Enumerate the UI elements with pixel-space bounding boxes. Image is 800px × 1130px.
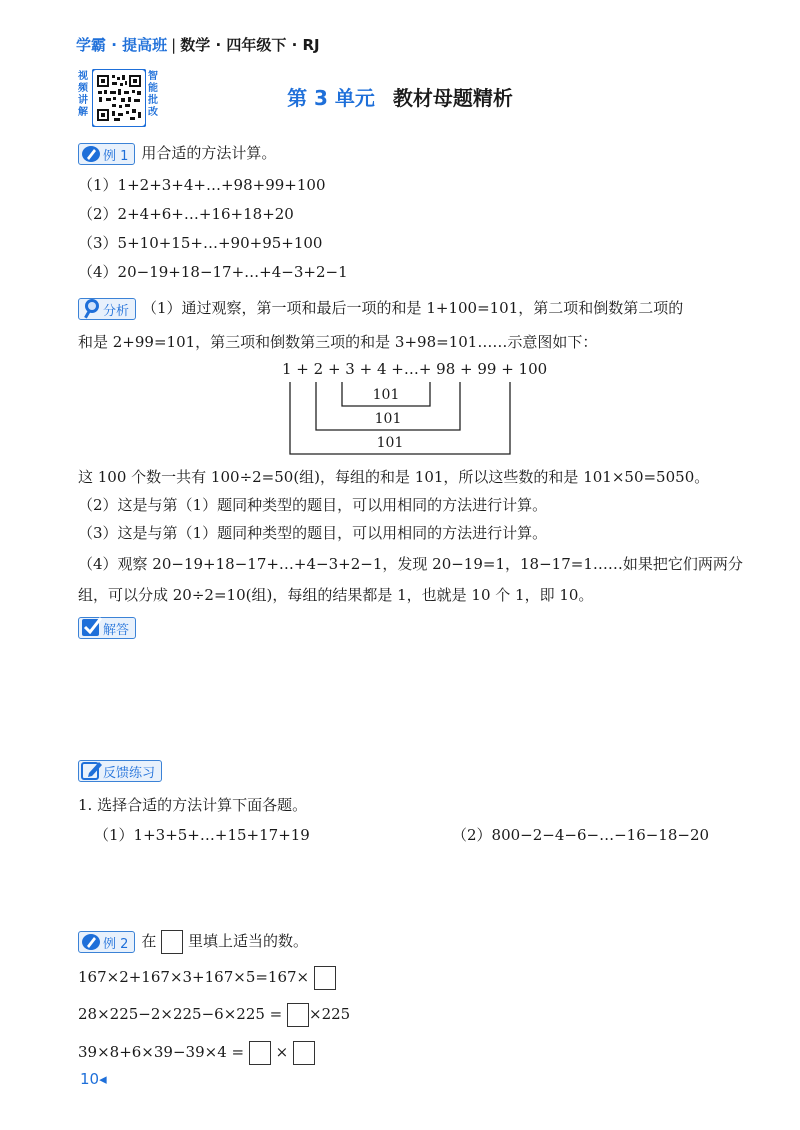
unit-number: 第 3 单元 [287,86,375,110]
checkmark-icon [81,616,103,638]
diagram-sequence: 1 + 2 + 3 + 4 +…+ 98 + 99 + 100 [282,360,548,378]
example1-header [78,142,276,165]
header-brand: 学霸 · 提高班 | 数学 · 四年级下 · RJ [76,36,320,54]
practice-section [78,760,168,782]
example2-equation-1: 167×2+167×3+167×5=167× [78,966,336,990]
unit-name: 教材母题精析 [392,86,513,110]
analysis-tag: 分析 [78,298,136,320]
example1-item-3: （3）5+10+15+…+90+95+100 [78,234,323,252]
example2-equation-3: 39×8+6×39−39×4 = × [78,1041,315,1065]
answer-blank-box[interactable] [287,1003,309,1027]
example1-prompt: 用合适的方法计算。 [141,144,277,162]
page-number: 10◂ [80,1070,107,1088]
analysis-para1-line1: （1）通过观察，第一项和最后一项的和是 1+100=101，第二项和倒数第二项的 [142,299,684,317]
brand-name: 学霸 · 提高班 [76,36,168,54]
analysis-conclusion: 这 100 个数一共有 100÷2=50(组)，每组的和是 101，所以这些数的和是 101×50=5050。 [78,468,710,486]
example2-prompt-post: 里填上适当的数。 [187,932,308,950]
diagram-sum-inner: 101 [372,387,400,403]
example1-item-1: （1）1+2+3+4+…+98+99+100 [78,176,326,194]
unit-title [0,82,800,111]
answer-tag: 解答 [78,617,136,639]
example1-item-4: （4）20−19+18−17+…+4−3+2−1 [78,263,348,281]
analysis-para1-line2: 和是 2+99=101，第三项和倒数第三项的和是 3+98=101……示意图如下： [78,333,598,351]
answer-blank-box[interactable] [314,966,336,990]
analysis-para4-line1: （4）观察 20−19+18−17+…+4−3+2−1，发现 20−19=1，18−17=1……如果把它们两两分 [78,555,743,573]
magnifier-icon [81,297,103,319]
analysis-para3: （3）这是与第（1）题同种类型的题目，可以用相同的方法进行计算。 [78,524,548,542]
answer-blank-box[interactable] [293,1041,315,1065]
diagram-sum-middle: 101 [374,411,402,427]
example2-equation-2: 28×225−2×225−6×225 = ×225 [78,1003,350,1027]
answer-blank-box[interactable] [249,1041,271,1065]
analysis-para2: （2）这是与第（1）题同种类型的题目，可以用相同的方法进行计算。 [78,496,548,514]
example2-tag: 例 2 [78,931,135,953]
qr-left-label: 视频讲解 [78,71,88,118]
answer-section [78,617,142,639]
practice-q1-part-b: （2）800−2−4−6−…−16−18−20 [452,826,710,844]
pairing-diagram [282,360,548,460]
pencil-icon [81,142,101,164]
example1-tag: 例 1 [78,143,135,165]
analysis-line-1 [78,297,683,320]
practice-q1-part-a: （1）1+3+5+…+15+17+19 [94,826,310,844]
subject-label: 数学 · 四年级下 · RJ [180,36,320,54]
practice-question-1: 1. 选择合适的方法计算下面各题。 [78,796,308,814]
edit-icon [81,759,103,781]
example2-header [78,930,308,954]
pencil-icon [81,930,101,952]
qr-right-label: 智能批改 [148,71,158,118]
answer-blank-box [161,930,183,954]
example2-prompt-pre: 在 [141,932,157,950]
diagram-sum-outer: 101 [376,435,404,451]
analysis-para4-line2: 组，可以分成 20÷2=10(组)，每组的结果都是 1，也就是 10 个 1，即 10。 [78,586,594,604]
practice-tag: 反馈练习 [78,760,162,782]
example1-item-2: （2）2+4+6+…+16+18+20 [78,205,294,223]
